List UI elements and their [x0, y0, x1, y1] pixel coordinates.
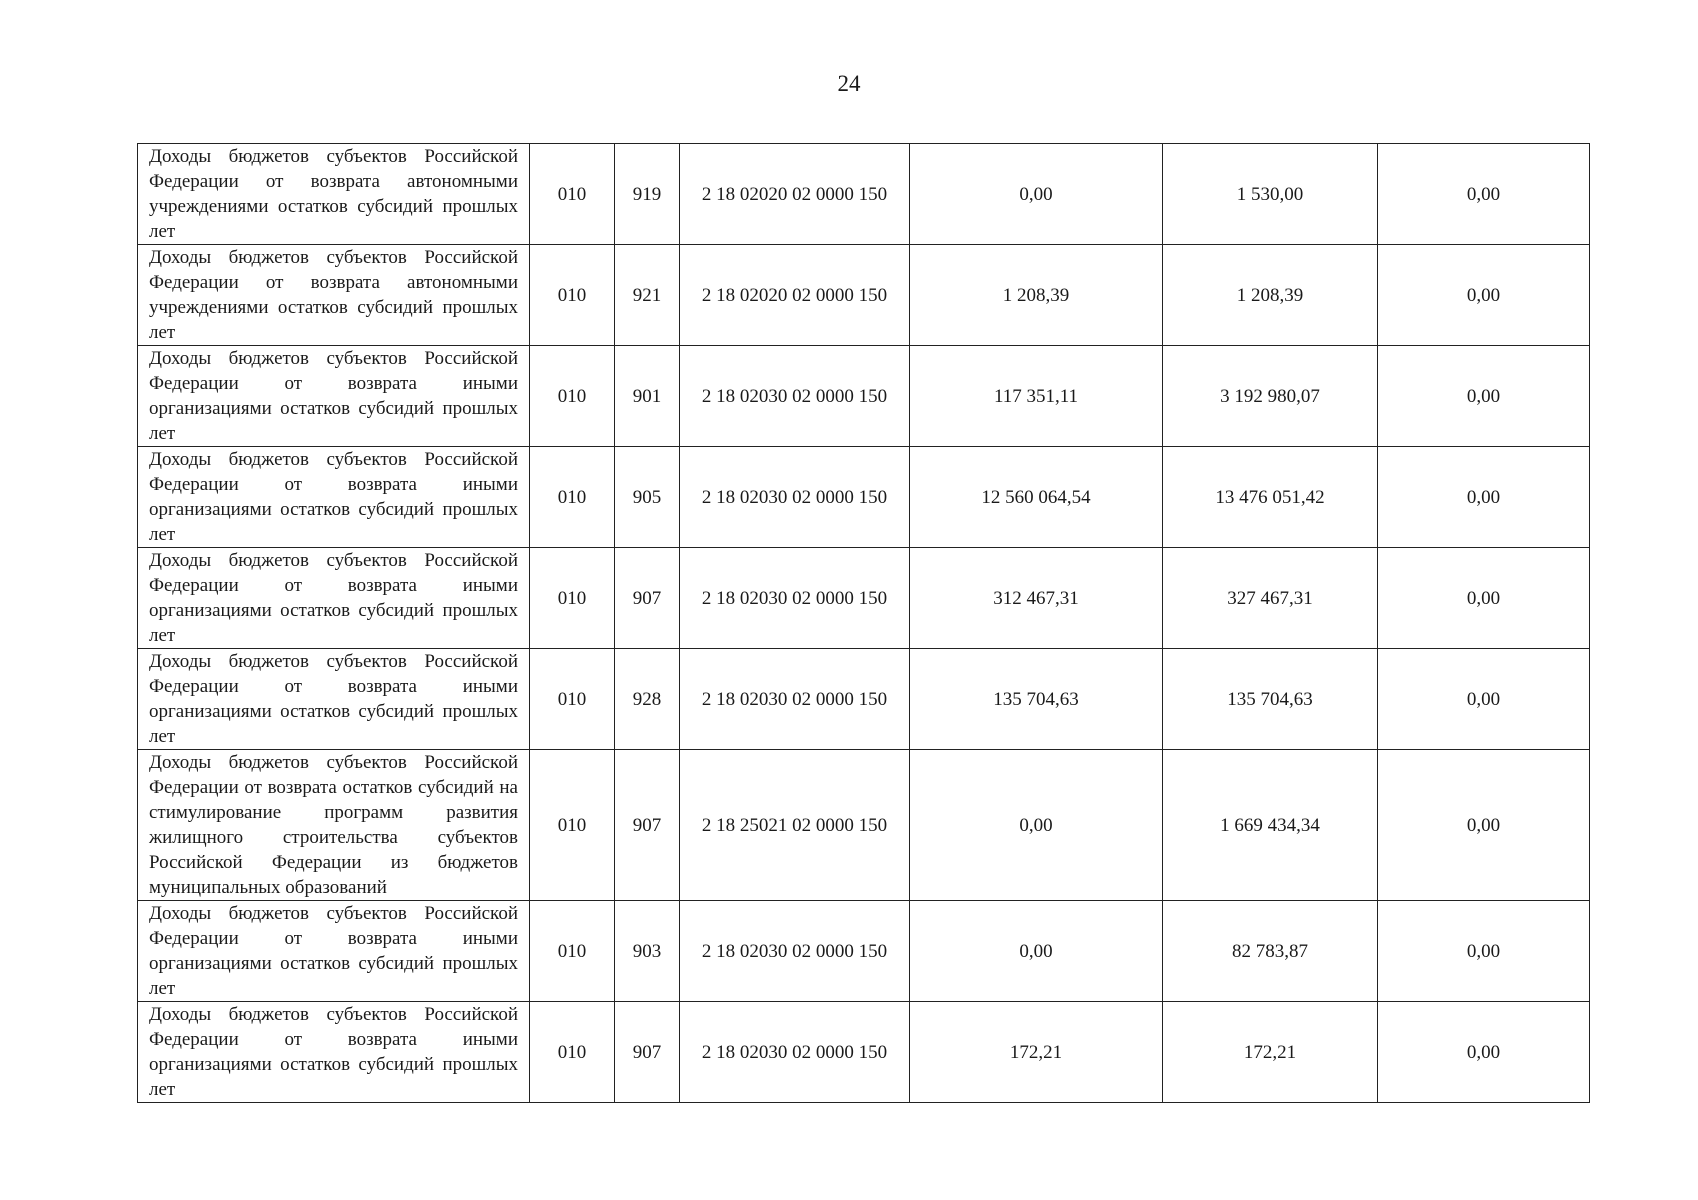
- amount-cell-3: 0,00: [1378, 1002, 1590, 1103]
- admin-code-cell: 901: [615, 346, 680, 447]
- table-row: [138, 901, 1590, 1002]
- admin-code-cell: 921: [615, 245, 680, 346]
- amount-cell-2: 82 783,87: [1163, 901, 1378, 1002]
- amount-cell-2: 13 476 051,42: [1163, 447, 1378, 548]
- amount-cell-2: 327 467,31: [1163, 548, 1378, 649]
- budget-classification-code-cell: 2 18 02020 02 0000 150: [680, 144, 910, 245]
- chapter-code-cell: 010: [530, 1002, 615, 1103]
- page-number: 24: [837, 71, 861, 96]
- amount-cell-3: 0,00: [1378, 649, 1590, 750]
- amount-cell-1: 0,00: [910, 901, 1163, 1002]
- table-row: [138, 144, 1590, 245]
- revenue-description-cell: Доходы бюджетов субъектов Российской Федерации от возврата иными организациями остатков субсидий прошлых лет: [138, 447, 530, 548]
- budget-classification-code-cell: 2 18 02030 02 0000 150: [680, 346, 910, 447]
- admin-code-cell: 905: [615, 447, 680, 548]
- chapter-code-cell: 010: [530, 649, 615, 750]
- amount-cell-1: 0,00: [910, 144, 1163, 245]
- chapter-code-cell: 010: [530, 144, 615, 245]
- amount-cell-3: 0,00: [1378, 901, 1590, 1002]
- budget-classification-code-cell: 2 18 02030 02 0000 150: [680, 548, 910, 649]
- amount-cell-1: 312 467,31: [910, 548, 1163, 649]
- table-row: [138, 548, 1590, 649]
- revenue-description-cell: Доходы бюджетов субъектов Российской Федерации от возврата автономными учреждениями остатков субсидий прошлых лет: [138, 245, 530, 346]
- admin-code-cell: 907: [615, 750, 680, 901]
- amount-cell-1: 12 560 064,54: [910, 447, 1163, 548]
- budget-classification-code-cell: 2 18 02020 02 0000 150: [680, 245, 910, 346]
- amount-cell-3: 0,00: [1378, 750, 1590, 901]
- table-row: [138, 1002, 1590, 1103]
- amount-cell-2: 1 530,00: [1163, 144, 1378, 245]
- admin-code-cell: 919: [615, 144, 680, 245]
- amount-cell-1: 1 208,39: [910, 245, 1163, 346]
- amount-cell-1: 135 704,63: [910, 649, 1163, 750]
- amount-cell-3: 0,00: [1378, 346, 1590, 447]
- budget-classification-code-cell: 2 18 02030 02 0000 150: [680, 1002, 910, 1103]
- amount-cell-3: 0,00: [1378, 245, 1590, 346]
- admin-code-cell: 907: [615, 1002, 680, 1103]
- revenue-description-cell: Доходы бюджетов субъектов Российской Федерации от возврата остатков субсидий на стимулирование программ развития жилищного строительства субъектов Российской Федерации из бюджетов муниципальных образований: [138, 750, 530, 901]
- budget-classification-code-cell: 2 18 25021 02 0000 150: [680, 750, 910, 901]
- revenue-description-cell: Доходы бюджетов субъектов Российской Федерации от возврата иными организациями остатков субсидий прошлых лет: [138, 548, 530, 649]
- amount-cell-2: 1 669 434,34: [1163, 750, 1378, 901]
- table-row: [138, 649, 1590, 750]
- chapter-code-cell: 010: [530, 548, 615, 649]
- amount-cell-2: 172,21: [1163, 1002, 1378, 1103]
- table-row: [138, 245, 1590, 346]
- chapter-code-cell: 010: [530, 901, 615, 1002]
- admin-code-cell: 907: [615, 548, 680, 649]
- amount-cell-1: 117 351,11: [910, 346, 1163, 447]
- amount-cell-1: 172,21: [910, 1002, 1163, 1103]
- table-row: [138, 750, 1590, 901]
- budget-revenue-table: [137, 143, 1590, 1103]
- chapter-code-cell: 010: [530, 346, 615, 447]
- amount-cell-3: 0,00: [1378, 447, 1590, 548]
- revenue-description-cell: Доходы бюджетов субъектов Российской Федерации от возврата иными организациями остатков субсидий прошлых лет: [138, 901, 530, 1002]
- revenue-description-cell: Доходы бюджетов субъектов Российской Федерации от возврата автономными учреждениями остатков субсидий прошлых лет: [138, 144, 530, 245]
- budget-classification-code-cell: 2 18 02030 02 0000 150: [680, 901, 910, 1002]
- revenue-description-cell: Доходы бюджетов субъектов Российской Федерации от возврата иными организациями остатков субсидий прошлых лет: [138, 346, 530, 447]
- amount-cell-2: 135 704,63: [1163, 649, 1378, 750]
- admin-code-cell: 928: [615, 649, 680, 750]
- table-row: [138, 346, 1590, 447]
- revenue-description-cell: Доходы бюджетов субъектов Российской Федерации от возврата иными организациями остатков субсидий прошлых лет: [138, 649, 530, 750]
- chapter-code-cell: 010: [530, 750, 615, 901]
- budget-classification-code-cell: 2 18 02030 02 0000 150: [680, 649, 910, 750]
- amount-cell-3: 0,00: [1378, 548, 1590, 649]
- table-row: [138, 447, 1590, 548]
- table-body: [138, 144, 1590, 1103]
- amount-cell-2: 3 192 980,07: [1163, 346, 1378, 447]
- admin-code-cell: 903: [615, 901, 680, 1002]
- amount-cell-2: 1 208,39: [1163, 245, 1378, 346]
- revenue-description-cell: Доходы бюджетов субъектов Российской Федерации от возврата иными организациями остатков субсидий прошлых лет: [138, 1002, 530, 1103]
- chapter-code-cell: 010: [530, 447, 615, 548]
- chapter-code-cell: 010: [530, 245, 615, 346]
- budget-classification-code-cell: 2 18 02030 02 0000 150: [680, 447, 910, 548]
- amount-cell-3: 0,00: [1378, 144, 1590, 245]
- amount-cell-1: 0,00: [910, 750, 1163, 901]
